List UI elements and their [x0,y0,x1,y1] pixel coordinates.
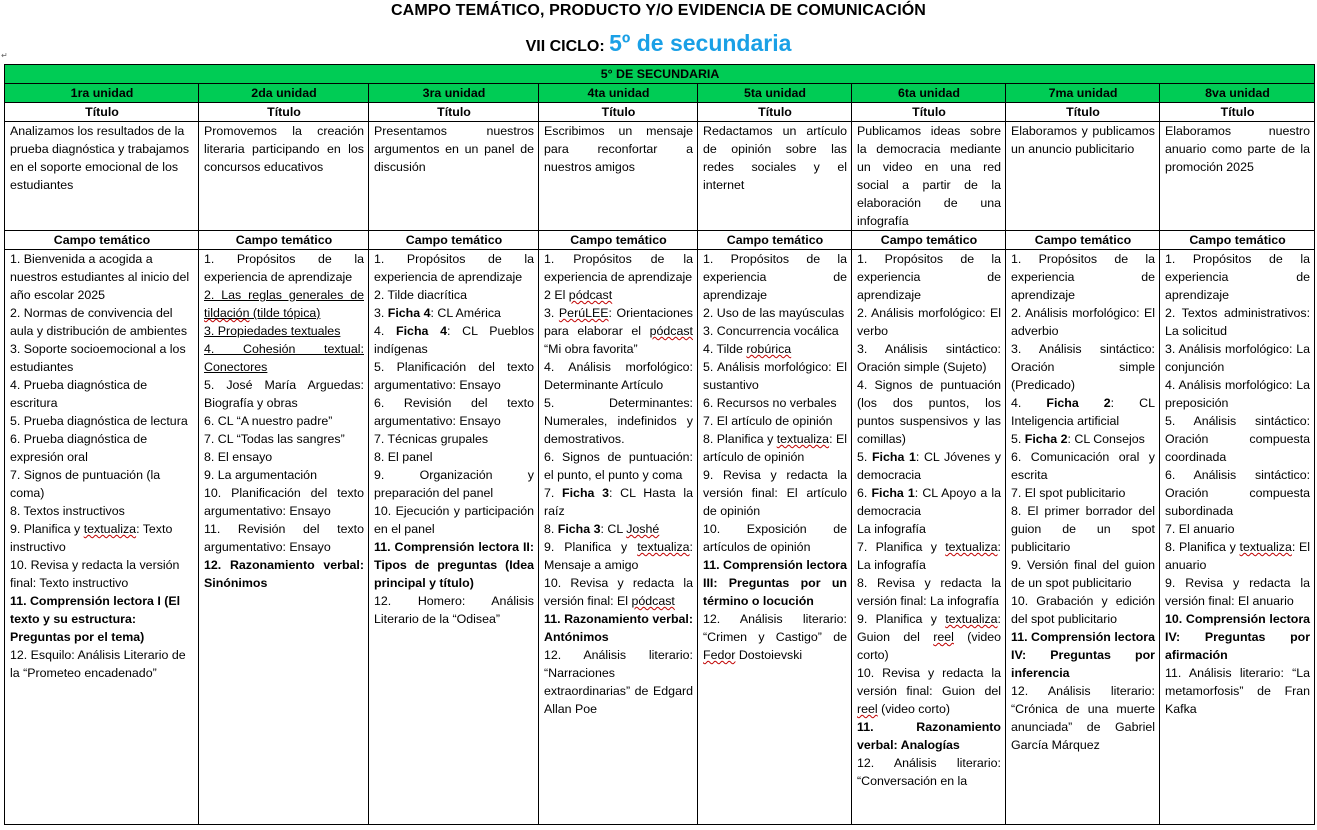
topic-item: Preguntas por el tema) [10,630,145,644]
topic-item: 8. El ensayo [204,450,273,464]
topic-item: 4. Análisis morfológico: La preposición [1165,378,1311,410]
topic-item: 3. Soporte socioemocional a los estudiantes [10,342,186,374]
topic-item: 7. Técnicas grupales [374,432,489,446]
grade-banner-row [5,65,1315,84]
topic-item: 4. Análisis morfológico: Determinante Artículo [544,360,693,392]
topic-item: 5. Ficha 1: CL Jóvenes y democracia [857,450,1001,482]
topic-item: 6. Comunicación oral y escrita [1011,450,1155,482]
topic-item: 2. Las reglas generales de tildación (tilde tópica) [204,288,364,320]
topic-item: 1. Bienvenida a acogida a nuestros estudiantes al inicio del año escolar 2025 [10,252,190,302]
topic-item: 1. Propósitos de la experiencia de aprendizaje [374,252,534,284]
unit-header: 2da unidad [199,84,369,103]
topic-item: 8. El primer borrador del guion de un spot publicitario [1011,504,1155,554]
title-header-row [5,103,1315,122]
topic-item: 11. Comprensión lectora III: Preguntas por un término o locución [703,558,847,608]
topic-item: 12. Análisis literario: “Conversación en la [857,756,1001,788]
topic-item: 3. Concurrencia vocálica [703,324,839,338]
topic-item: 12. Análisis literario: “Crimen y Castigo” de Fedor Dostoievski [703,612,847,662]
topic-item: La infografía [857,522,926,536]
topic-item: 3. Análisis morfológico: La conjunción [1165,342,1311,374]
topic-item: 5. Análisis sintáctico: Oración compuesta coordinada [1165,414,1311,464]
paragraph-mark-icon: ↵ [1,51,8,60]
field-header-row [5,231,1315,250]
unit-header: 4ta unidad [539,84,698,103]
unit-items-cell [698,250,852,825]
topic-item: 4. Ficha 4: CL Pueblos indígenas [374,324,535,356]
unit-title: Escribimos un mensaje para reconfortar a nuestros amigos [539,122,698,231]
topic-item: 6. Revisión del texto argumentativo: Ensayo [374,396,534,428]
unit-title: Publicamos ideas sobre la democracia mediante un video en una red social a partir de la elaboración de una infografía [852,122,1006,231]
unit-title: Presentamos nuestros argumentos en un panel de discusión [369,122,539,231]
unit-title: Elaboramos y publicamos un anuncio publicitario [1006,122,1160,231]
topic-item: 5. José María Arguedas: Biografía y obras [204,378,364,410]
topic-item: 5. Planificación del texto argumentativo: Ensayo [374,360,534,392]
unit-header: 3ra unidad [369,84,539,103]
unit-title: Redactamos un artículo de opinión sobre las redes sociales y el internet [698,122,852,231]
unit-items-cell [1160,250,1315,825]
field-header: Campo temático [369,231,539,250]
topic-item: 2. Tilde diacrítica [374,288,467,302]
unit-header: 6ta unidad [852,84,1006,103]
unit-header: 1ra unidad [5,84,199,103]
field-header: Campo temático [539,231,698,250]
title-header: Título [852,103,1006,122]
topic-item: 10. Revisa y redacta la versión final: El pódcast [544,576,693,608]
topic-item: 9. Planifica y textualiza: Mensaje a amigo [544,540,693,572]
topic-item: 5. Análisis morfológico: El sustantivo [703,360,847,392]
topic-item: 10. Planificación del texto argumentativo: Ensayo [204,486,364,518]
unit-items-cell [369,250,539,825]
field-header: Campo temático [698,231,852,250]
topic-item: 10. Ejecución y participación en el panel [374,504,534,536]
topic-item: 8. Planifica y textualiza: El artículo de opinión [703,432,847,464]
topic-item: 6. Recursos no verbales [703,396,837,410]
topic-item: 8. Textos instructivos [10,504,125,518]
topic-item: 11. Análisis literario: “La metamorfosis” de Fran Kafka [1165,666,1311,716]
title-row [5,122,1315,231]
topic-item: 3. Análisis sintáctico: Oración simple (Predicado) [1011,342,1155,392]
topic-item: 9. Revisa y redacta la versión final: El artículo de opinión [703,468,847,518]
topic-item: 9. Versión final del guion de un spot publicitario [1011,558,1155,590]
title-header: Título [199,103,369,122]
topic-item: 6. Prueba diagnóstica de expresión oral [10,432,148,464]
grade-banner: 5° DE SECUNDARIA [5,65,1315,84]
topic-item: 12. Homero: Análisis Literario de la “Odisea” [374,594,534,626]
topic-item: 1. Propósitos de la experiencia de aprendizaje [1011,252,1155,302]
topic-item: 3. Análisis sintáctico: Oración simple (Sujeto) [857,342,1001,374]
field-header: Campo temático [199,231,369,250]
topic-item: 1. Propósitos de la experiencia de aprendizaje [204,252,364,284]
topic-item: 2. Normas de convivencia del aula y distribución de ambientes [10,306,188,338]
title-header: Título [698,103,852,122]
document-title: CAMPO TEMÁTICO, PRODUCTO Y/O EVIDENCIA DE COMUNICACIÓN [391,2,926,19]
topic-item: 7. Signos de puntuación (la coma) [10,468,161,500]
topic-item: 4. Prueba diagnóstica de escritura [10,378,148,410]
topic-item: 12. Análisis literario: “Crónica de una muerte anunciada” de Gabriel García Márquez [1011,684,1155,752]
grade-label: 5º de secundaria [609,30,792,56]
topic-item: 10. Exposición de artículos de opinión [703,522,847,554]
unit-header: 8va unidad [1160,84,1315,103]
topic-item: 10. Grabación y edición del spot publicitario [1011,594,1155,626]
field-row [5,250,1315,825]
topic-item: 9. Planifica y textualiza: Texto instructivo [10,522,173,554]
topic-item: 4. Tilde robúrica [703,342,792,356]
unit-items-cell [852,250,1006,825]
topic-item: 8. Ficha 3: CL Joshé [544,522,660,536]
topic-item: 2. Uso de las mayúsculas [703,306,845,320]
topic-item: 11. Revisión del texto argumentativo: Ensayo [204,522,364,554]
topic-item: 11. Comprensión lectora I (El texto y su estructura: [10,594,181,626]
topic-item: 7. Ficha 3: CL Hasta la raíz [544,486,693,518]
field-header: Campo temático [5,231,199,250]
topic-item: 6. Análisis sintáctico: Oración compuesta subordinada [1165,468,1311,518]
topic-item: 4. Ficha 2: CL Inteligencia artificial [1011,396,1155,428]
unit-items-cell [539,250,698,825]
topic-item: 9. La argumentación [204,468,317,482]
topic-item: 5. Determinantes: Numerales, indefinidos y demostrativos. [544,396,693,446]
topic-item: 2. Textos administrativos: La solicitud [1165,306,1311,338]
title-header: Título [369,103,539,122]
topic-item: 11. Razonamiento verbal: Antónimos [544,612,693,644]
topic-item: 12. Análisis literario: “Narraciones extraordinarias” de Edgard Allan Poe [544,648,693,716]
topic-item: 9. Organización y preparación del panel [374,468,534,500]
title-header: Título [1006,103,1160,122]
unit-header-row [5,84,1315,103]
topic-item: 10. Revisa y redacta la versión final: Texto instructivo [10,558,180,590]
topic-item: 8. Planifica y textualiza: El anuario [1165,540,1311,572]
title-header: Título [5,103,199,122]
unit-items-cell [1006,250,1160,825]
document-subtitle [0,28,1317,62]
topic-item: 11. Comprensión lectora IV: Preguntas por inferencia [1011,630,1155,680]
topic-item: 8. El panel [374,450,433,464]
topic-item: 1. Propósitos de la experiencia de aprendizaje [544,252,693,284]
topic-item: 7. El spot publicitario [1011,486,1126,500]
topic-item: 1. Propósitos de la experiencia de aprendizaje [857,252,1001,302]
unit-header: 7ma unidad [1006,84,1160,103]
topic-item: 9. Revisa y redacta la versión final: El anuario [1165,576,1311,608]
topic-item: 4. Signos de puntuación (los dos puntos, los puntos suspensivos y las comillas) [857,378,1001,446]
title-header: Título [1160,103,1315,122]
topic-item: 5. Ficha 2: CL Consejos [1011,432,1145,446]
topic-item: 9. Planifica y textualiza: Guion del reel (video corto) [857,612,1001,662]
unit-items-cell [199,250,369,825]
topic-item: 11. Comprensión lectora II: Tipos de preguntas (Idea principal y título) [374,540,534,590]
field-header: Campo temático [1160,231,1315,250]
unit-items-cell [5,250,199,825]
topic-item: 6. Signos de puntuación: el punto, el punto y coma [544,450,693,482]
unit-title: Analizamos los resultados de la prueba diagnóstica y trabajamos en el soporte emocional de los estudiantes [5,122,199,231]
cycle-label: VII CICLO: [525,38,605,55]
topic-item: 2. Análisis morfológico: El adverbio [1011,306,1155,338]
topic-item: 12. Esquilo: Análisis Literario de la “Prometeo encadenado” [10,648,186,680]
topic-item: 7. Planifica y textualiza: La infografía [857,540,1001,572]
topic-item: 3. Ficha 4: CL América [374,306,501,320]
title-header: Título [539,103,698,122]
topic-item: 2 El pódcast [544,288,613,302]
topic-item: 7. CL “Todas las sangres” [204,432,345,446]
unit-plan-table [4,64,1315,825]
topic-item: 3. Propiedades textuales [204,324,341,338]
topic-item: 8. Revisa y redacta la versión final: La infografía [857,576,1001,608]
topic-item: 11. Razonamiento verbal: Analogías [857,720,1001,752]
topic-item: 6. Ficha 1: CL Apoyo a la democracia [857,486,1001,518]
topic-item: 10. Revisa y redacta la versión final: Guion del reel (video corto) [857,666,1001,716]
topic-item: 7. El artículo de opinión [703,414,833,428]
topic-item: 3. PerúLEE: Orientaciones para elaborar el pódcast “Mi obra favorita” [544,306,693,356]
topic-item: 12. Razonamiento verbal: Sinónimos [204,558,364,590]
unit-title: Promovemos la creación literaria participando en los concursos educativos [199,122,369,231]
topic-item: 7. El anuario [1165,522,1235,536]
field-header: Campo temático [1006,231,1160,250]
unit-title: Elaboramos nuestro anuario como parte de la promoción 2025 [1160,122,1315,231]
topic-item: 2. Análisis morfológico: El verbo [857,306,1001,338]
topic-item: 4. Cohesión textual: Conectores [204,342,364,374]
topic-item: 1. Propósitos de la experiencia de aprendizaje [703,252,847,302]
field-header: Campo temático [852,231,1006,250]
topic-item: 6. CL “A nuestro padre” [204,414,333,428]
topic-item: 5. Prueba diagnóstica de lectura [10,414,188,428]
topic-item: 10. Comprensión lectora IV: Preguntas por afirmación [1165,612,1311,662]
unit-header: 5ta unidad [698,84,852,103]
topic-item: 1. Propósitos de la experiencia de aprendizaje [1165,252,1311,302]
